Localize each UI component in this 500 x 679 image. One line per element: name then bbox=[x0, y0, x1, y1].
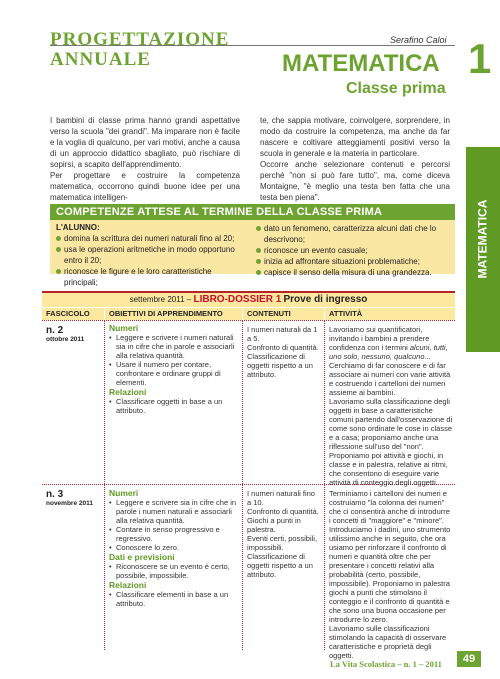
header-attivita: ATTIVITÀ bbox=[325, 308, 455, 320]
list-item: inizia ad affrontare situazioni problematiche; bbox=[256, 256, 450, 267]
intro-paragraph: I bambini di classe prima hanno grandi aspettative verso la scuola "dei grandi". Ma imparare non è facile e la voglia di qualcuno, per vari motivi, anche a causa di un approccio didattico sbagliato, può rischiare di sopirsi, a scapito dell'apprendimento. bbox=[50, 116, 240, 169]
unit-number: 1 bbox=[468, 35, 492, 82]
objective-heading: Relazioni bbox=[109, 580, 147, 590]
table-row-obiettivi bbox=[109, 323, 239, 415]
objective-heading: Dati e previsioni bbox=[109, 552, 175, 562]
header-contenuti: CONTENUTI bbox=[243, 308, 324, 320]
list-item: • Riconoscere se un evento è certo, possibile, impossibile. bbox=[109, 562, 239, 580]
banner-date: settembre 2011 – bbox=[129, 295, 192, 304]
section-title bbox=[50, 30, 229, 70]
page-number: 49 bbox=[457, 651, 481, 667]
objective-heading: Relazioni bbox=[109, 387, 147, 397]
list-item: domina la scrittura dei numeri naturali fino al 20; bbox=[56, 233, 246, 244]
table-row-attivita: Lavoriamo sui quantificatori, invitando i bambini a prendere confidenza con i termini alcuni, tutti, uno solo, nessuno, qualcuno... Cerchiamo di far conoscere e di far associare ai numeri con varie attività e costruendo i cartelloni dei numeri assieme ai bambini. Lavoriamo sulla classificazione degli oggetti in base a caratteristiche comuni partendo dall'osservazione di come sono ordinate le cose in classe e a casa; proponiamo anche una riflessione sull'uso del "non". Proponiamo poi attività e giochi, in classe e in palestra, relative ai ritmi, che consentono di eseguire varie attività di conteggio degli oggetti. bbox=[329, 325, 453, 487]
table-row-fascicolo bbox=[46, 325, 102, 344]
issue-date: novembre 2011 bbox=[46, 500, 93, 507]
list-item: riconosce un evento casuale; bbox=[256, 245, 450, 256]
header-divider bbox=[50, 45, 455, 46]
magazine-credit: La Vita Scolastica – n. 1 – 2011 bbox=[330, 659, 442, 669]
list-item: • Conoscere lo zero. bbox=[109, 543, 239, 552]
section-title-line1: PROGETTAZIONE bbox=[50, 29, 230, 50]
list-item: usa le operazioni aritmetiche in modo opportuno entro il 20; bbox=[56, 244, 246, 266]
competenze-label: L'ALUNNO: bbox=[56, 223, 100, 232]
intro-paragraph: Per progettare e costruire la competenza matematica, occorrono quindi buone idee per una matematica intelligen- bbox=[50, 171, 240, 202]
list-item: dato un fenomeno, caratterizza alcuni dati che lo descrivono; bbox=[256, 223, 450, 245]
table-banner bbox=[42, 293, 455, 307]
intro-column-2 bbox=[260, 115, 450, 203]
row-divider bbox=[42, 320, 455, 321]
banner-dossier: LIBRO-DOSSIER 1 bbox=[193, 294, 282, 305]
competenze-left bbox=[56, 233, 246, 288]
header-fascicolo: FASCICOLO bbox=[42, 308, 104, 320]
quantifier-terms: alcuni, tutti, uno solo, nessuno, qualcuno bbox=[329, 343, 448, 361]
competenze-title: COMPETENZE ATTESE AL TERMINE DELLA CLASSE PRIMA bbox=[56, 206, 383, 218]
subject-title: MATEMATICA bbox=[282, 50, 440, 77]
list-item: • Classificare elementi in base a un attributo. bbox=[109, 590, 239, 608]
list-item: • Contare in senso progressivo e regressivo. bbox=[109, 525, 239, 543]
table-row-fascicolo bbox=[46, 489, 102, 508]
banner-title: Prove di ingresso bbox=[283, 294, 368, 305]
table-row-obiettivi bbox=[109, 488, 239, 608]
objective-heading: Numeri bbox=[109, 323, 139, 333]
list-item: • Leggere e scrivere sia in cifre che in parole i numeri naturali e associarli alla relativa quantità. bbox=[109, 498, 239, 525]
section-title-line2: ANNUALE bbox=[50, 49, 151, 70]
list-item: riconosce le figure e le loro caratteristiche principali; bbox=[56, 266, 246, 288]
issue-number: n. 2 bbox=[46, 325, 64, 336]
list-item: • Usare il numero per contare, confrontare e ordinare gruppi di elementi. bbox=[109, 360, 239, 387]
table-row-contenuti: I numeri naturali da 1 a 5. Confronto di quantità. Classificazione di oggetti rispetto a un attributo. bbox=[247, 325, 319, 379]
class-subtitle: Classe prima bbox=[346, 80, 446, 97]
intro-paragraph: Occorre anche selezionare contenuti e percorsi perché "non si può fare tutto", ma, come diceva Montaigne, "è meglio una testa ben fatta che una testa ben piena". bbox=[260, 160, 450, 202]
author-name: Serafino Caloi bbox=[390, 35, 447, 45]
intro-paragraph: te, che sappia motivare, coinvolgere, sorprendere, in modo da costruire la competenza, ma anche da far nascere e coltivare atteggiamenti positivi verso la scuola in generale e la materia in particolare. bbox=[260, 116, 450, 158]
issue-number: n. 3 bbox=[46, 489, 64, 500]
column-divider bbox=[324, 320, 325, 650]
list-item: capisce il senso della misura di una grandezza. bbox=[256, 267, 450, 278]
list-item: • Leggere e scrivere i numeri naturali sia in cifre che in parole e associarli alla relativa quantità. bbox=[109, 333, 239, 360]
table-row-contenuti: I numeri naturali fino a 10. Confronto di quantità. Giochi a punti in palestra. Eventi certi, possibili, impossibili. Classificazione di oggetti rispetto a un attributo. bbox=[247, 489, 319, 579]
competenze-right bbox=[256, 223, 450, 278]
column-divider bbox=[242, 320, 243, 650]
column-divider bbox=[104, 320, 105, 650]
list-item: • Classificare oggetti in base a un attributo. bbox=[109, 397, 239, 415]
table-row-attivita: Terminiamo i cartelloni dei numeri e costruiamo "la colonna dei numeri" che ci consentirà anche di introdurre i concetti di "maggiore" e "minore". Introduciamo i dadini, uno strumento utilissimo anche in seguito, che ora usiamo per rinforzare il confronto di numeri e quantità oltre che per presentare i concetti relativi alla probabilità (certo, possibile, impossibile). Proponiamo in palestra giochi a punti che stimolano il conteggio e il confronto di quantità e che sono una buona occasione per introdurre lo zero. Lavoriamo sulle classificazioni stimolando la capacità di osservare caratteristiche e proprietà degli oggetti. bbox=[329, 489, 451, 660]
header-obiettivi: OBIETTIVI DI APPRENDIMENTO bbox=[105, 308, 242, 320]
objective-heading: Numeri bbox=[109, 488, 139, 498]
side-tab-label: MATEMATICA bbox=[475, 199, 490, 279]
intro-column-1 bbox=[50, 115, 240, 203]
issue-date: ottobre 2011 bbox=[46, 336, 85, 343]
